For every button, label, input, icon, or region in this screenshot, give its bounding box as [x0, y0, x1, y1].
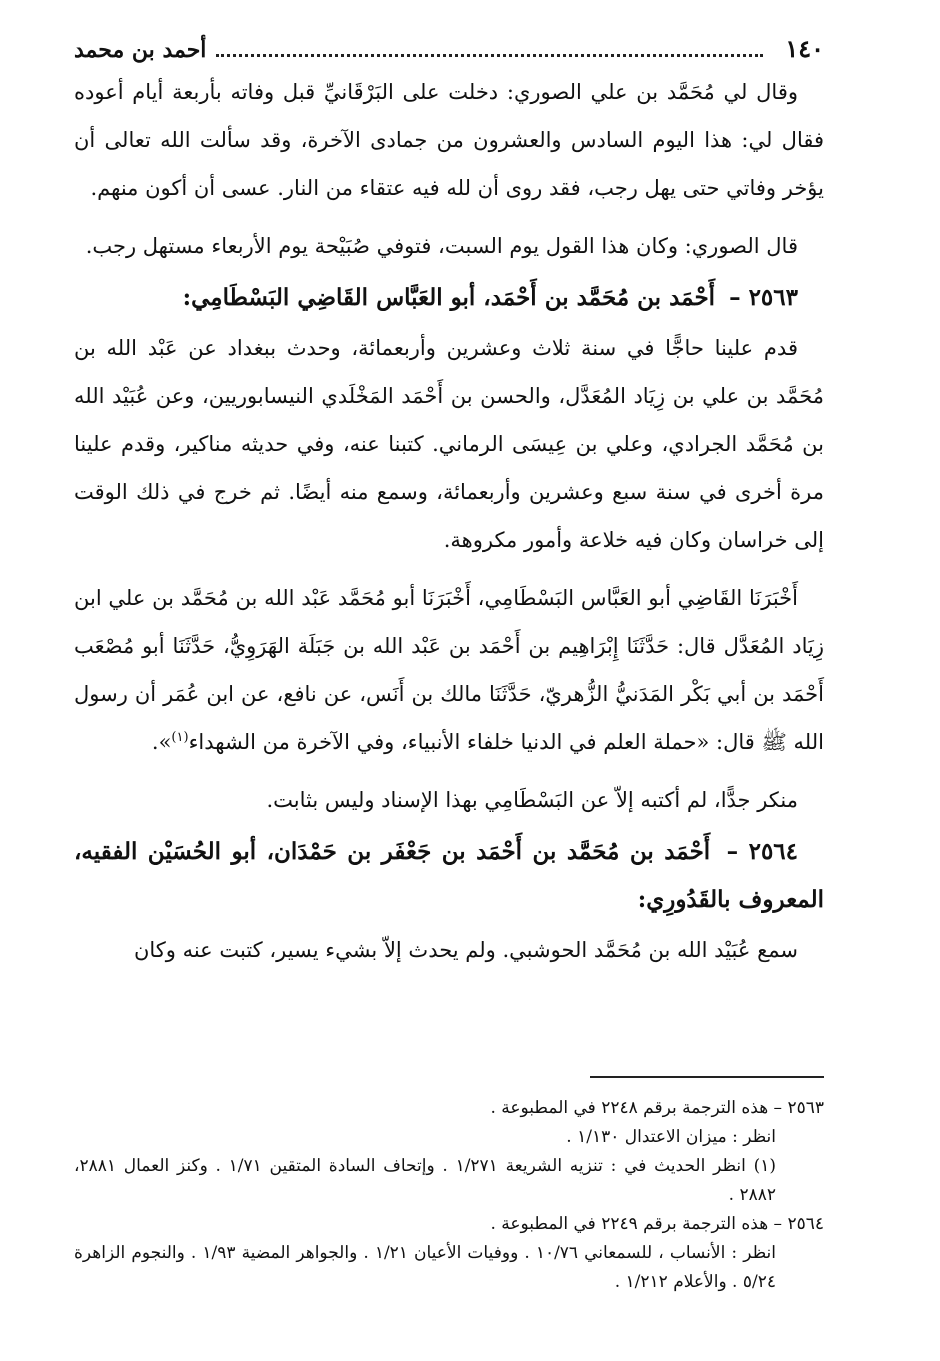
paragraph: سمع عُبَيْد الله بن مُحَمَّد الحوشبي. ولم يحدث إلاّ بشيء يسير، كتبت عنه وكان: [133, 938, 798, 962]
hadith-closing: ».: [151, 730, 172, 754]
footnotes: [74, 1094, 824, 1297]
footnote-separator: [590, 1076, 824, 1078]
footnote: ٢٥٦٤ – هذه الترجمة برقم ٢٢٤٩ في المطبوعة .: [490, 1214, 824, 1234]
paragraph: قال الصوري: وكان هذا القول يوم السبت، فتوفي صُبَيْحة يوم الأربعاء مستهل رجب.: [85, 234, 798, 258]
entry-heading-2564: [74, 828, 824, 924]
hadith-text: أَخْبَرَنَا القَاضِي أبو العَبَّاس البَسْطَامِي، أَخْبَرَنَا أبو مُحَمَّد عَبْد الله بن مُحَمَّد بن علي ابن زِيَاد المُعَدَّل قال: حَدَّثَنَا إِبْرَاهِيم بن أَحْمَد بن عَبْد الله بن جَبَلَة الهَرَوِيُّ، حَدَّثَنَا أبو مُصْعَب أَحْمَد بن أبي بَكْر المَدَنيُّ الزُّهريّ، حَدَّثَنَا مالك بن أَنَس، عن نافع، عن ابن عُمَر أن رسول الله ﷺ قال: «حملة العلم في الدنيا خلفاء الأنبياء، وفي الآخرة من الشهداء: [74, 586, 824, 754]
running-header: [74, 30, 824, 68]
footnote: انظر : الأنساب ، للسمعاني ١٠/٧٦ . ووفيات الأعيان ١/٢١ . والجواهر المضية ١/٩٣ . والنجوم الزاهرة ٥/٢٤ . والأعلام ١/٢١٢ .: [74, 1243, 776, 1292]
footnote: (١) انظر الحديث في : تنزيه الشريعة ١/٢٧١ . وإتحاف السادة المتقين ١/٧١ . وكنز العمال ٢٨٨١، ٢٨٨٢ .: [74, 1156, 776, 1205]
running-header-title: أحمد بن محمد: [74, 37, 207, 63]
paragraph: وقال لي مُحَمَّد بن علي الصوري: دخلت على البَرْقَانيِّ قبل وفاته بأربعة أيام أعوده فقال لي: هذا اليوم السادس والعشرون من جمادى الآخرة، وقد سألت الله تعالى أن يؤخر وفاتي حتى يهل رجب، فقد روى أن لله فيه عتقاء من النار. عسى أن أكون منهم.: [74, 80, 824, 200]
book-page: [74, 30, 824, 1292]
entry-number: ٢٥٦٤ –: [726, 838, 799, 865]
main-text: [74, 68, 824, 974]
paragraph: منكر جدًّا، لم أكتبه إلاّ عن البَسْطَامِي بهذا الإسناد وليس بثابت.: [266, 788, 798, 812]
entry-title: أَحْمَد بن مُحَمَّد بن أَحْمَد بن جَعْفَر بن حَمْدَان، أبو الحُسَيْن الفقيه، المعروف بالقَدُورِي:: [74, 838, 824, 913]
entry-number: ٢٥٦٣ –: [729, 284, 798, 311]
entry-title: أَحْمَد بن مُحَمَّد بن أَحْمَد، أبو العَبَّاس القَاضِي البَسْطَامِي:: [182, 284, 716, 311]
hadith-paragraph: [74, 574, 824, 766]
page-number: ١٤٠: [785, 34, 824, 63]
header-dot-leader: [216, 54, 763, 57]
paragraph: قدم علينا حاجًّا في سنة ثلاث وعشرين وأربعمائة، وحدث ببغداد عن عَبْد الله بن مُحَمَّد بن علي بن زِيَاد المُعَدَّل، والحسن بن أَحْمَد المَخْلَدي النيسابوريين، وعن عُبَيْد الله بن مُحَمَّد الجرادي، وعلي بن عِيسَى الرماني. كتبنا عنه، وفي حديثه مناكير، وقدم علينا مرة أخرى في سنة سبع وعشرين وأربعمائة، وسمع منه أيضًا. ثم خرج في ذلك الوقت إلى خراسان وكان فيه خلاعة وأمور مكروهة.: [74, 336, 824, 552]
footnote: ٢٥٦٣ – هذه الترجمة برقم ٢٢٤٨ في المطبوعة .: [490, 1098, 824, 1118]
footnote-reference: (١): [171, 730, 189, 745]
footnote: انظر : ميزان الاعتدال ١/١٣٠ .: [566, 1127, 776, 1147]
entry-heading-2563: [74, 274, 824, 322]
